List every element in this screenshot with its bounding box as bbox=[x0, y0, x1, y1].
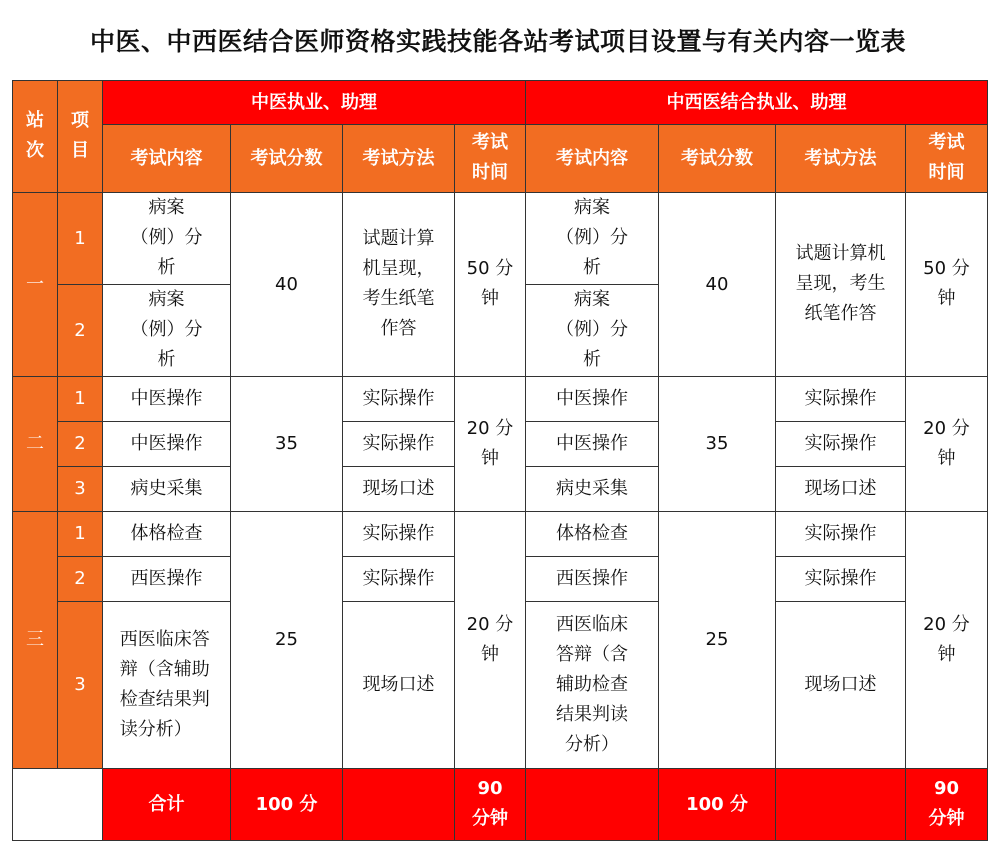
tcm-content-cell: 病案（例）分析 bbox=[103, 285, 231, 377]
integrated-method-cell: 实际操作 bbox=[776, 557, 906, 602]
tcm-method-cell: 现场口述 bbox=[343, 602, 455, 769]
station-label: 一 bbox=[13, 193, 58, 377]
tcm-content-cell: 西医临床答辩（含辅助检查结果判读分析） bbox=[103, 602, 231, 769]
total-tcm-time: 90 分钟 bbox=[455, 769, 526, 841]
item-number: 2 bbox=[58, 285, 103, 377]
tcm-content-cell: 中医操作 bbox=[103, 377, 231, 422]
table-row bbox=[13, 377, 988, 422]
tcm-time-cell: 20 分钟 bbox=[455, 377, 526, 512]
integrated-time-cell: 50 分钟 bbox=[906, 193, 988, 377]
tcm-method-cell: 实际操作 bbox=[343, 377, 455, 422]
tcm-content-cell: 病史采集 bbox=[103, 467, 231, 512]
table-row bbox=[13, 512, 988, 557]
tcm-content-cell: 西医操作 bbox=[103, 557, 231, 602]
total-tcm-method-blank bbox=[343, 769, 455, 841]
tcm-time-cell: 20 分钟 bbox=[455, 512, 526, 769]
integrated-content-cell: 西医操作 bbox=[526, 557, 659, 602]
tcm-content-cell: 病案（例）分析 bbox=[103, 193, 231, 285]
item-number: 3 bbox=[58, 467, 103, 512]
integrated-method-cell: 实际操作 bbox=[776, 377, 906, 422]
item-number: 3 bbox=[58, 602, 103, 769]
item-number: 2 bbox=[58, 557, 103, 602]
tcm-time-cell: 50 分钟 bbox=[455, 193, 526, 377]
total-integrated-time: 90 分钟 bbox=[906, 769, 988, 841]
integrated-group-header: 中西医结合执业、助理 bbox=[526, 81, 988, 125]
total-integrated-score: 100 分 bbox=[659, 769, 776, 841]
total-blank-cell bbox=[13, 769, 103, 841]
station-column-header: 站次 bbox=[13, 81, 58, 193]
tcm-method-header: 考试方法 bbox=[343, 125, 455, 193]
integrated-time-header: 考试时间 bbox=[906, 125, 988, 193]
tcm-score-cell: 40 bbox=[231, 193, 343, 377]
integrated-method-header: 考试方法 bbox=[776, 125, 906, 193]
integrated-content-cell: 病案（例）分析 bbox=[526, 193, 659, 285]
tcm-time-header: 考试时间 bbox=[455, 125, 526, 193]
integrated-content-cell: 体格检查 bbox=[526, 512, 659, 557]
integrated-content-cell: 中医操作 bbox=[526, 377, 659, 422]
integrated-method-cell: 实际操作 bbox=[776, 512, 906, 557]
tcm-method-cell: 实际操作 bbox=[343, 422, 455, 467]
tcm-score-header: 考试分数 bbox=[231, 125, 343, 193]
integrated-content-cell: 病案（例）分析 bbox=[526, 285, 659, 377]
integrated-time-cell: 20 分钟 bbox=[906, 512, 988, 769]
integrated-content-header: 考试内容 bbox=[526, 125, 659, 193]
station-label: 二 bbox=[13, 377, 58, 512]
tcm-group-header: 中医执业、助理 bbox=[103, 81, 526, 125]
total-tcm-score: 100 分 bbox=[231, 769, 343, 841]
item-column-header: 项目 bbox=[58, 81, 103, 193]
integrated-method-cell: 试题计算机呈现，考生纸笔作答 bbox=[776, 193, 906, 377]
integrated-score-cell: 40 bbox=[659, 193, 776, 377]
exam-table bbox=[12, 80, 988, 841]
tcm-score-cell: 35 bbox=[231, 377, 343, 512]
integrated-method-cell: 现场口述 bbox=[776, 467, 906, 512]
integrated-score-cell: 25 bbox=[659, 512, 776, 769]
table-row bbox=[13, 193, 988, 285]
item-number: 1 bbox=[58, 193, 103, 285]
tcm-content-cell: 中医操作 bbox=[103, 422, 231, 467]
tcm-method-cell: 试题计算机呈现，考生纸笔作答 bbox=[343, 193, 455, 377]
integrated-time-cell: 20 分钟 bbox=[906, 377, 988, 512]
station-label: 三 bbox=[13, 512, 58, 769]
integrated-method-cell: 现场口述 bbox=[776, 602, 906, 769]
item-number: 2 bbox=[58, 422, 103, 467]
item-number: 1 bbox=[58, 377, 103, 422]
tcm-score-cell: 25 bbox=[231, 512, 343, 769]
tcm-method-cell: 实际操作 bbox=[343, 512, 455, 557]
total-label: 合计 bbox=[103, 769, 231, 841]
integrated-content-cell: 西医临床答辩（含辅助检查结果判读分析） bbox=[526, 602, 659, 769]
integrated-content-cell: 中医操作 bbox=[526, 422, 659, 467]
item-number: 1 bbox=[58, 512, 103, 557]
tcm-content-header: 考试内容 bbox=[103, 125, 231, 193]
total-row bbox=[13, 769, 988, 841]
tcm-method-cell: 实际操作 bbox=[343, 557, 455, 602]
page-title: 中医、中西医结合医师资格实践技能各站考试项目设置与有关内容一览表 bbox=[89, 27, 906, 56]
integrated-content-cell: 病史采集 bbox=[526, 467, 659, 512]
tcm-content-cell: 体格检查 bbox=[103, 512, 231, 557]
total-integrated-method-blank bbox=[776, 769, 906, 841]
total-integrated-content-blank bbox=[526, 769, 659, 841]
integrated-method-cell: 实际操作 bbox=[776, 422, 906, 467]
integrated-score-header: 考试分数 bbox=[659, 125, 776, 193]
tcm-method-cell: 现场口述 bbox=[343, 467, 455, 512]
integrated-score-cell: 35 bbox=[659, 377, 776, 512]
